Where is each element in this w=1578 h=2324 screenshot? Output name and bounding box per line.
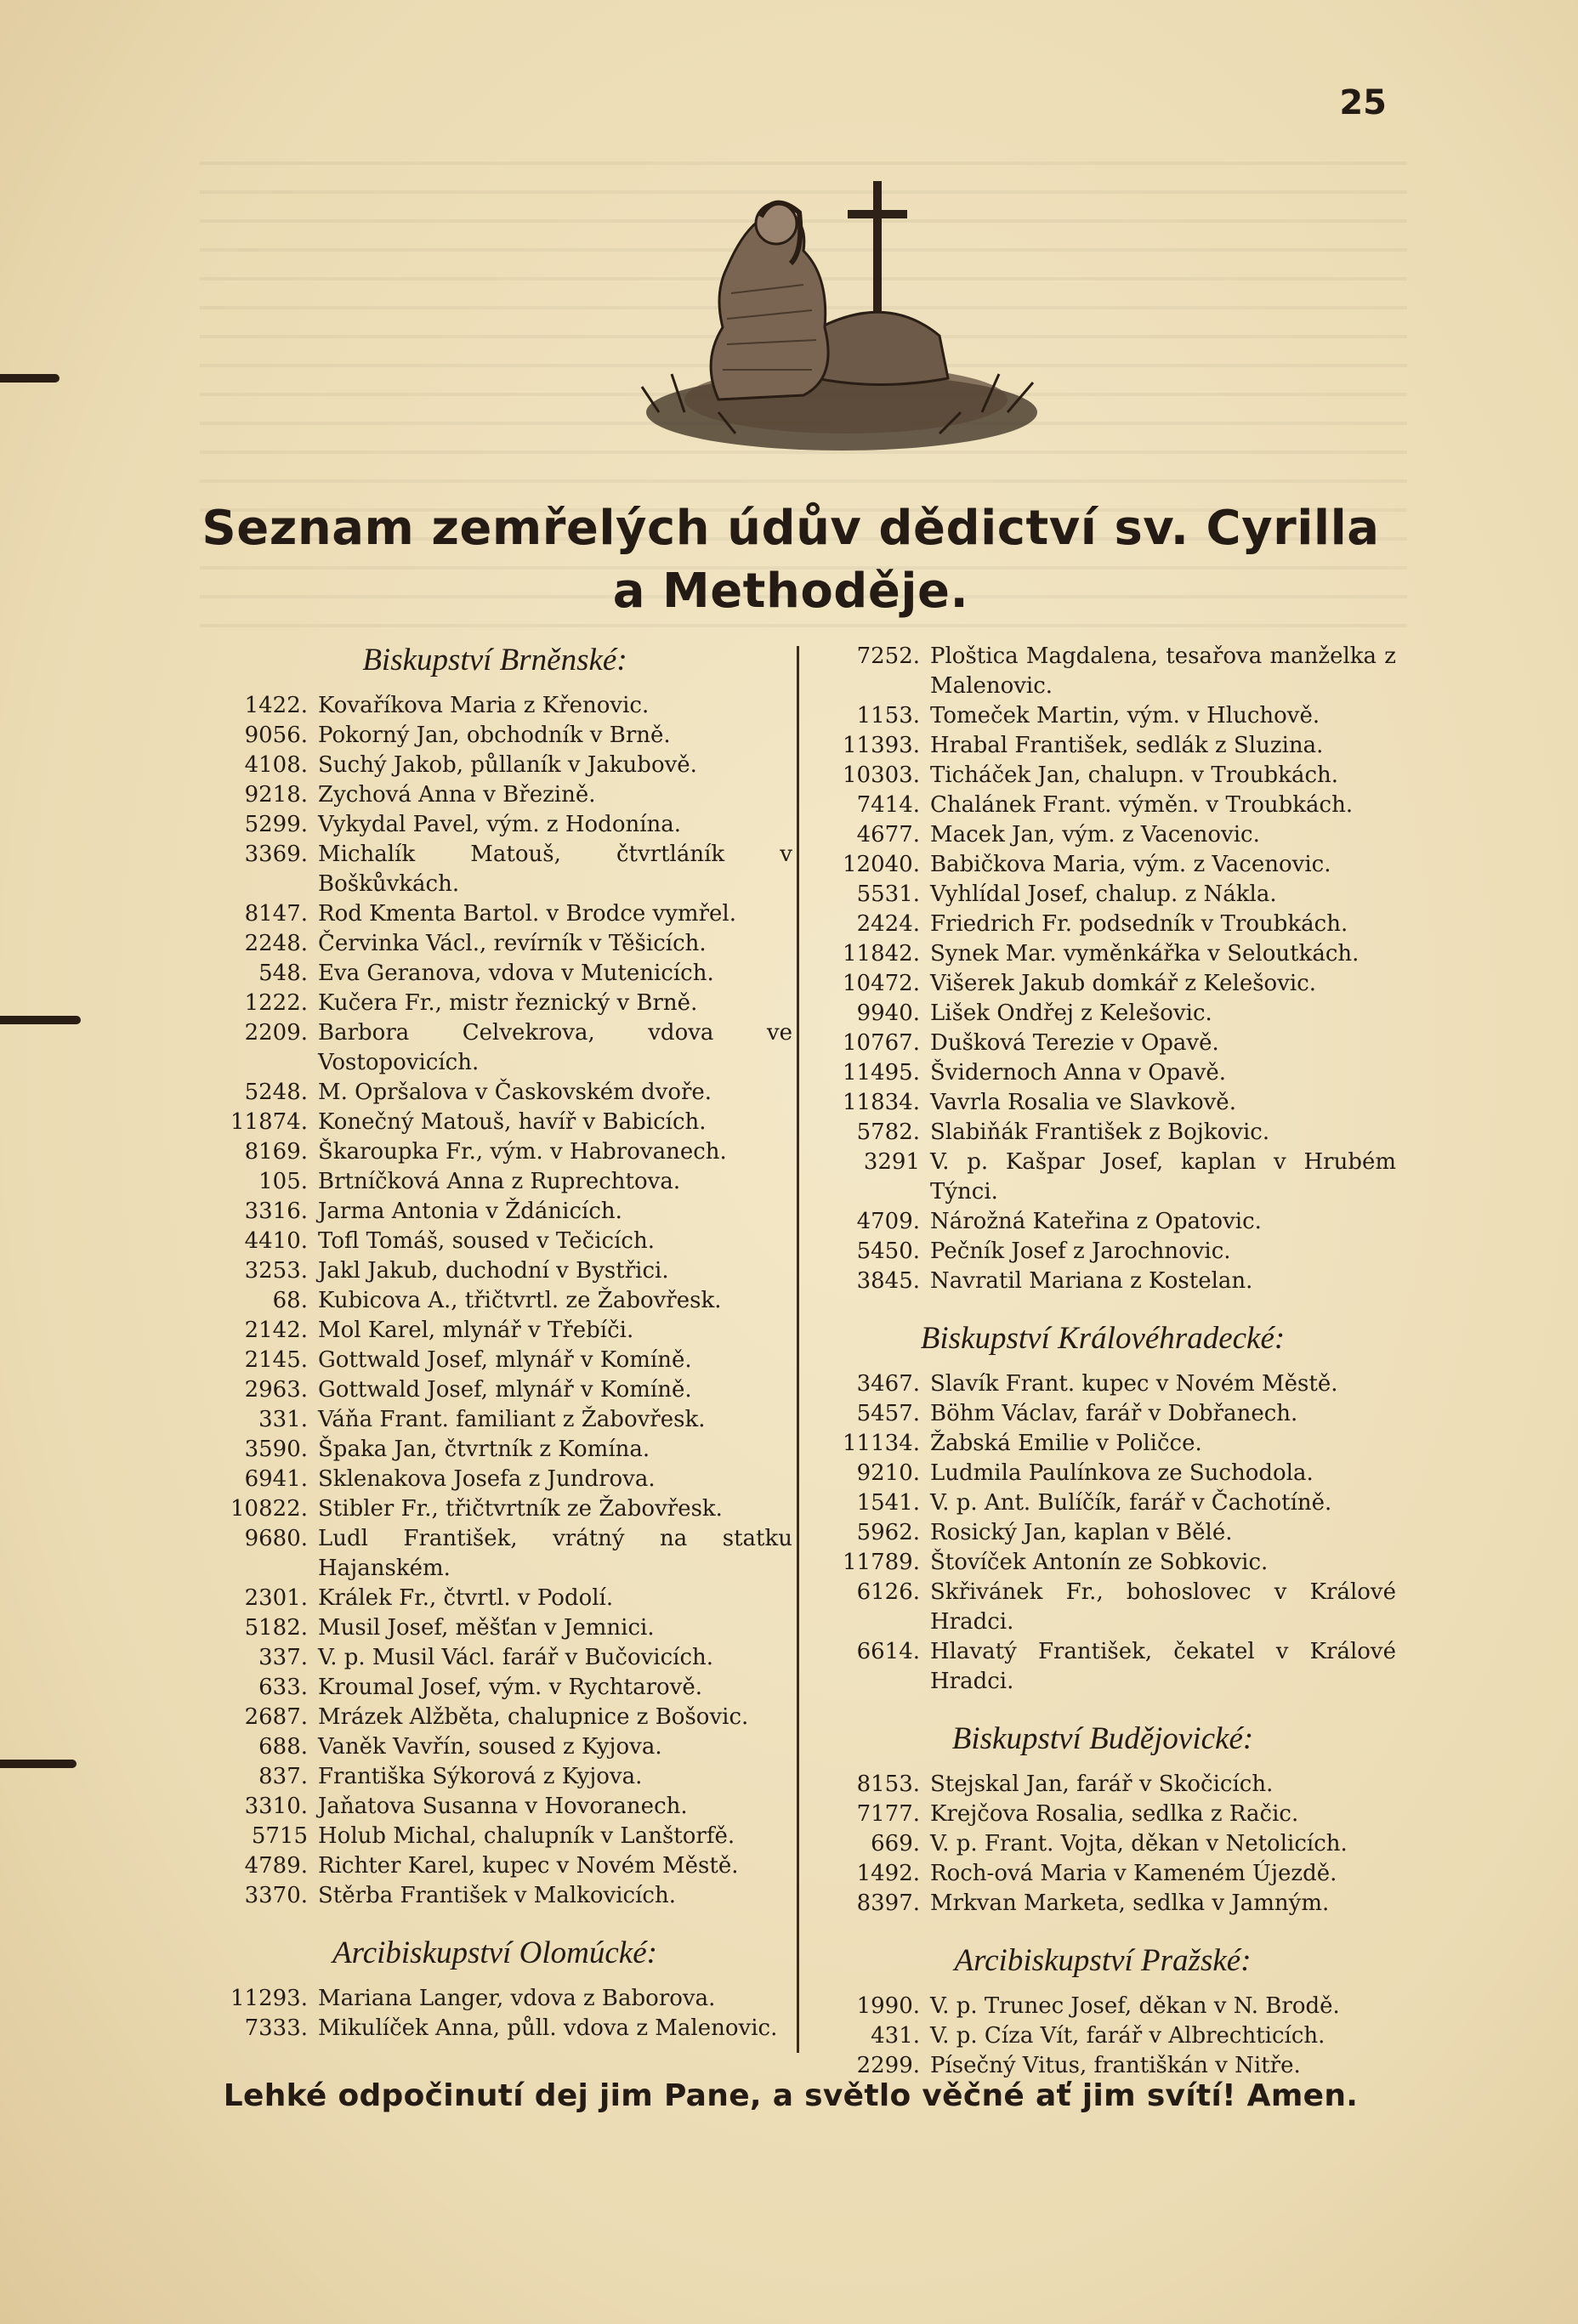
member-entry — [809, 1548, 1396, 1578]
member-entry — [197, 1494, 792, 1524]
member-number: 11834. — [843, 1090, 920, 1115]
member-name: Hrabal František, sedlák z Sluzina. — [930, 733, 1324, 758]
member-entry — [809, 642, 1396, 701]
member-entry — [197, 1227, 792, 1256]
member-entry — [809, 1992, 1396, 2021]
member-number: 8397. — [856, 1890, 920, 1916]
member-name: Nárožná Kateřina z Opatovic. — [930, 1209, 1262, 1234]
member-entry — [197, 1984, 792, 2014]
member-entry — [197, 899, 792, 929]
member-name: Dušková Terezie v Opavě. — [930, 1030, 1219, 1056]
member-entry — [809, 1237, 1396, 1267]
member-name: Holub Michal, chalupník v Lanštorfě. — [318, 1823, 735, 1849]
member-entry — [197, 721, 792, 751]
member-number: 4677. — [856, 822, 920, 847]
member-name: Vykydal Pavel, vým. z Hodonína. — [318, 812, 682, 837]
member-name: V. p. Kašpar Josef, kaplan v Hrubém Týnci. — [930, 1149, 1396, 1205]
member-name: Tomeček Martin, vým. v Hluchově. — [930, 703, 1320, 728]
member-number: 5299. — [244, 812, 308, 837]
member-entry — [809, 761, 1396, 791]
member-number: 11789. — [843, 1550, 920, 1575]
member-entry — [197, 1316, 792, 1346]
member-name: Kroumal Josef, vým. v Rychtarově. — [318, 1675, 703, 1700]
member-number: 7333. — [244, 2015, 308, 2041]
member-name: Roch-ová Maria v Kameném Újezdě. — [930, 1861, 1337, 1886]
member-entry — [197, 929, 792, 959]
member-name: Brtníčková Anna z Ruprechtova. — [318, 1169, 681, 1194]
diocese-heading: Arcibiskupství Pražské: — [954, 1943, 1252, 1978]
member-name: Mariana Langer, vdova z Baborova. — [318, 1986, 716, 2011]
member-number: 7252. — [856, 643, 920, 669]
member-name: Suchý Jakob, půllaník v Jakubově. — [318, 752, 697, 778]
page-title — [170, 497, 1411, 623]
member-entry — [197, 1524, 792, 1584]
member-number: 837. — [258, 1764, 308, 1789]
member-number: 12040. — [843, 852, 920, 877]
member-entry — [197, 1762, 792, 1792]
member-number: 11495. — [843, 1060, 920, 1085]
member-entry — [197, 1613, 792, 1643]
member-name: Váňa Frant. familiant z Žabovřesk. — [318, 1407, 706, 1432]
member-number: 11842. — [843, 941, 920, 966]
member-number: 11874. — [230, 1109, 308, 1135]
member-number: 3291 — [863, 1149, 920, 1175]
member-number: 5457. — [856, 1401, 920, 1426]
member-entry — [809, 731, 1396, 761]
member-entry — [197, 1643, 792, 1673]
member-name: Vyhlídal Josef, chalup. z Nákla. — [930, 881, 1277, 907]
member-name: Slavík Frant. kupec v Novém Městě. — [930, 1371, 1338, 1397]
member-name: Králek Fr., čtvrtl. v Podolí. — [318, 1585, 614, 1611]
member-entry — [809, 1429, 1396, 1459]
member-name: Štovíček Antonín ze Sobkovic. — [930, 1550, 1269, 1575]
member-name: Barbora Celvekrova, vdova ve Vostopovicích. — [318, 1020, 792, 1075]
member-name: Jaňatova Susanna v Hovoranech. — [318, 1794, 688, 1819]
member-entry — [809, 1399, 1396, 1429]
member-entry — [809, 2051, 1396, 2081]
member-name: Ludl František, vrátný na statku Hajanském. — [318, 1526, 792, 1581]
member-number: 3253. — [244, 1258, 308, 1284]
member-name: Vavrla Rosalia ve Slavkově. — [930, 1090, 1236, 1115]
member-name: Žabská Emilie v Poličce. — [930, 1431, 1202, 1456]
member-name: Pečník Josef z Jarochnovic. — [930, 1239, 1231, 1264]
member-entry — [197, 1137, 792, 1167]
member-number: 10472. — [843, 971, 920, 996]
member-number: 7414. — [856, 792, 920, 818]
section-gap — [809, 1296, 1396, 1320]
member-entry — [197, 1673, 792, 1703]
member-entry — [197, 1256, 792, 1286]
member-entry — [197, 1197, 792, 1227]
member-number: 2963. — [244, 1377, 308, 1403]
member-entry — [197, 1078, 792, 1108]
member-entry — [809, 820, 1396, 850]
member-name: Švidernoch Anna v Opavě. — [930, 1060, 1227, 1085]
member-name: Macek Jan, vým. z Vacenovic. — [930, 822, 1260, 847]
member-entry — [809, 939, 1396, 969]
member-name: Červinka Václ., revírník v Těšicích. — [318, 931, 707, 956]
member-entry — [809, 1118, 1396, 1148]
member-name: Jakl Jakub, duchodní v Bystřici. — [318, 1258, 669, 1284]
member-entry — [809, 1637, 1396, 1697]
member-name: V. p. Trunec Josef, děkan v N. Brodě. — [930, 1993, 1340, 2019]
page-number: 25 — [1339, 83, 1387, 122]
member-name: Hlavatý František, čekatel v Králové Hradci. — [930, 1639, 1396, 1694]
binding-mark — [0, 1760, 77, 1768]
member-name: Richter Karel, kupec v Novém Městě. — [318, 1853, 739, 1879]
member-name: Chalánek Frant. výměn. v Troubkách. — [930, 792, 1354, 818]
member-number: 6941. — [244, 1466, 308, 1492]
member-name: Písečný Vitus, františkán v Nitře. — [930, 2053, 1301, 2078]
member-name: Jarma Antonia v Ždánicích. — [318, 1199, 622, 1224]
member-number: 10767. — [843, 1030, 920, 1056]
member-name: Mrázek Alžběta, chalupnice z Bošovic. — [318, 1704, 749, 1730]
member-name: Musil Josef, měšťan v Jemnici. — [318, 1615, 655, 1641]
member-entry — [809, 1148, 1396, 1207]
member-name: Ticháček Jan, chalupn. v Troubkách. — [930, 762, 1339, 788]
member-entry — [197, 959, 792, 989]
member-number: 6126. — [856, 1579, 920, 1605]
member-number: 2687. — [244, 1704, 308, 1730]
member-entry — [197, 840, 792, 899]
member-entry — [809, 1889, 1396, 1919]
member-number: 2424. — [856, 911, 920, 937]
member-name: Zychová Anna v Březině. — [318, 782, 596, 808]
member-entry — [809, 701, 1396, 731]
member-name: Babičkova Maria, vým. z Vacenovic. — [930, 852, 1331, 877]
member-entry — [809, 969, 1396, 999]
member-name: Rosický Jan, kaplan v Bělé. — [930, 1520, 1233, 1545]
member-number: 7177. — [856, 1801, 920, 1827]
member-name: Lišek Ondřej z Kelešovic. — [930, 1000, 1212, 1026]
member-entry — [197, 1465, 792, 1494]
member-number: 548. — [258, 961, 308, 986]
member-number: 5182. — [244, 1615, 308, 1641]
member-entry — [197, 1435, 792, 1465]
member-entry — [197, 1108, 792, 1137]
member-number: 2301. — [244, 1585, 308, 1611]
member-name: Krejčova Rosalia, sedlka z Račic. — [930, 1801, 1299, 1827]
member-name: Gottwald Josef, mlynář v Komíně. — [318, 1347, 692, 1373]
binding-mark — [0, 374, 60, 383]
mourning-woman-at-cross-illustration — [633, 157, 1050, 463]
member-entry — [809, 1207, 1396, 1237]
member-name: Kubicova A., třičtvrtl. ze Žabovřesk. — [318, 1288, 722, 1313]
member-name: Sklenakova Josefa z Jundrova. — [318, 1466, 656, 1492]
member-number: 669. — [871, 1831, 920, 1856]
diocese-heading: Biskupství Budějovické: — [951, 1721, 1254, 1756]
member-entry — [197, 2014, 792, 2043]
member-entry — [197, 1018, 792, 1078]
member-entry — [197, 1346, 792, 1375]
member-name: Böhm Václav, farář v Dobřanech. — [930, 1401, 1298, 1426]
member-entry — [197, 1851, 792, 1881]
member-name: Ludmila Paulínkova ze Suchodola. — [930, 1460, 1314, 1486]
member-name: Stěrba František v Malkovicích. — [318, 1883, 676, 1908]
member-entry — [197, 691, 792, 721]
member-name: Tofl Tomáš, soused v Tečicích. — [318, 1228, 655, 1254]
member-number: 11134. — [843, 1431, 920, 1456]
member-number: 9210. — [856, 1460, 920, 1486]
member-entry — [197, 1375, 792, 1405]
member-entry — [809, 850, 1396, 880]
member-number: 2299. — [856, 2053, 920, 2078]
member-entry — [809, 910, 1396, 939]
member-name: Michalík Matouš, čtvrtláník v Boškůvkách. — [318, 842, 792, 897]
member-number: 5715 — [251, 1823, 308, 1849]
member-name: Mikulíček Anna, půll. vdova z Malenovic. — [318, 2015, 778, 2041]
member-number: 9218. — [244, 782, 308, 808]
member-name: V. p. Musil Václ. farář v Bučovicích. — [318, 1645, 714, 1670]
member-number: 633. — [258, 1675, 308, 1700]
member-name: Slabiňák František z Bojkovic. — [930, 1119, 1270, 1145]
diocese-heading: Biskupství Královéhradecké: — [920, 1321, 1286, 1356]
member-number: 2248. — [244, 931, 308, 956]
member-entry — [809, 1058, 1396, 1088]
member-name: V. p. Cíza Vít, farář v Albrechticích. — [930, 2023, 1325, 2049]
member-entry — [809, 1829, 1396, 1859]
binding-mark — [0, 1016, 81, 1024]
member-number: 1492. — [856, 1861, 920, 1886]
member-entry — [197, 1792, 792, 1822]
member-entry — [809, 1369, 1396, 1399]
member-name: Kovaříkova Maria z Křenovic. — [318, 693, 650, 718]
member-entry — [809, 791, 1396, 820]
member-entry — [809, 1770, 1396, 1800]
member-number: 11393. — [843, 733, 920, 758]
member-entry — [809, 1859, 1396, 1889]
member-name: Stibler Fr., třičtvrtník ze Žabovřesk. — [318, 1496, 723, 1522]
section-gap — [809, 1919, 1396, 1942]
member-name: Špaka Jan, čtvrtník z Komína. — [318, 1437, 650, 1462]
member-name: Navratil Mariana z Kostelan. — [930, 1268, 1253, 1294]
diocese-heading: Biskupství Brněnské: — [362, 643, 627, 677]
member-name: Ploštica Magdalena, tesařova manželka z Malenovic. — [930, 643, 1396, 699]
member-number: 5450. — [856, 1239, 920, 1264]
member-name: V. p. Ant. Bulíčík, farář v Čachotíně. — [930, 1490, 1332, 1516]
member-number: 1222. — [244, 990, 308, 1016]
member-entry — [809, 880, 1396, 910]
member-number: 10822. — [230, 1496, 308, 1522]
member-number: 68. — [272, 1288, 308, 1313]
member-name: Mrkvan Marketa, sedlka v Jamným. — [930, 1890, 1330, 1916]
member-entry — [809, 1029, 1396, 1058]
member-name: Stejskal Jan, farář v Skočicích. — [930, 1771, 1274, 1797]
title-line-2: a Methoděje. — [612, 564, 969, 619]
member-name: Škaroupka Fr., vým. v Habrovanech. — [318, 1139, 727, 1165]
member-number: 5531. — [856, 881, 920, 907]
member-entry — [809, 1267, 1396, 1296]
member-entry — [197, 1732, 792, 1762]
member-name: V. p. Frant. Vojta, děkan v Netolicích. — [930, 1831, 1348, 1856]
member-number: 5962. — [856, 1520, 920, 1545]
member-number: 2145. — [244, 1347, 308, 1373]
member-number: 4789. — [244, 1853, 308, 1879]
member-number: 3370. — [244, 1883, 308, 1908]
member-number: 3316. — [244, 1199, 308, 1224]
member-name: Friedrich Fr. podsedník v Troubkách. — [930, 911, 1348, 937]
member-name: Vaněk Vavřín, soused z Kyjova. — [318, 1734, 662, 1760]
member-number: 337. — [258, 1645, 308, 1670]
member-name: Synek Mar. vyměnkářka v Seloutkách. — [930, 941, 1359, 966]
member-number: 2209. — [244, 1020, 308, 1046]
member-number: 9940. — [856, 1000, 920, 1026]
section-gap — [809, 1697, 1396, 1720]
member-entry — [197, 1881, 792, 1911]
member-entry — [809, 1488, 1396, 1518]
member-number: 8169. — [244, 1139, 308, 1165]
closing-prayer: Lehké odpočinutí dej jim Pane, a světlo věčné ať jim svítí! Amen. — [223, 2078, 1359, 2113]
right-column — [809, 642, 1396, 2081]
member-entry — [197, 1405, 792, 1435]
member-number: 8153. — [856, 1771, 920, 1797]
member-name: Rod Kmenta Bartol. v Brodce vymřel. — [318, 901, 736, 927]
member-number: 2142. — [244, 1318, 308, 1343]
column-divider — [797, 646, 799, 2053]
member-number: 9680. — [244, 1526, 308, 1551]
member-number: 4410. — [244, 1228, 308, 1254]
title-line-1: Seznam zemřelých údův dědictví sv. Cyrilla — [202, 501, 1380, 556]
member-name: Mol Karel, mlynář v Třebíči. — [318, 1318, 634, 1343]
member-entry — [809, 1088, 1396, 1118]
member-number: 9056. — [244, 723, 308, 748]
diocese-heading: Arcibiskupství Olomúcké: — [332, 1936, 657, 1970]
member-number: 5782. — [856, 1119, 920, 1145]
member-number: 11293. — [230, 1986, 308, 2011]
member-entry — [197, 810, 792, 840]
member-name: Skřivánek Fr., bohoslovec v Králové Hradci. — [930, 1579, 1396, 1635]
member-entry — [197, 989, 792, 1018]
member-entry — [809, 999, 1396, 1029]
member-name: Konečný Matouš, havíř v Babicích. — [318, 1109, 707, 1135]
member-entry — [197, 1822, 792, 1851]
left-column — [197, 642, 792, 2043]
member-number: 331. — [258, 1407, 308, 1432]
member-entry — [809, 1800, 1396, 1829]
member-number: 10303. — [843, 762, 920, 788]
member-number: 6614. — [856, 1639, 920, 1664]
member-number: 3590. — [244, 1437, 308, 1462]
member-number: 1541. — [856, 1490, 920, 1516]
section-gap — [197, 1911, 792, 1935]
member-name: Gottwald Josef, mlynář v Komíně. — [318, 1377, 692, 1403]
member-number: 4709. — [856, 1209, 920, 1234]
member-number: 1990. — [856, 1993, 920, 2019]
member-name: Eva Geranova, vdova v Mutenicích. — [318, 961, 714, 986]
member-entry — [809, 1578, 1396, 1637]
member-entry — [197, 751, 792, 780]
member-name: Kučera Fr., mistr řeznický v Brně. — [318, 990, 698, 1016]
member-name: Františka Sýkorová z Kyjova. — [318, 1764, 643, 1789]
member-entry — [197, 780, 792, 810]
member-number: 105. — [258, 1169, 308, 1194]
member-number: 5248. — [244, 1080, 308, 1105]
member-entry — [809, 1518, 1396, 1548]
member-number: 1153. — [856, 703, 920, 728]
member-number: 3369. — [244, 842, 308, 867]
member-number: 8147. — [244, 901, 308, 927]
member-number: 4108. — [244, 752, 308, 778]
member-name: Pokorný Jan, obchodník v Brně. — [318, 723, 671, 748]
member-entry — [197, 1703, 792, 1732]
member-entry — [197, 1167, 792, 1197]
member-entry — [809, 1459, 1396, 1488]
member-name: M. Opršalova v Časkovském dvoře. — [318, 1080, 712, 1105]
member-number: 3467. — [856, 1371, 920, 1397]
member-entry — [197, 1286, 792, 1316]
member-name: Višerek Jakub domkář z Kelešovic. — [930, 971, 1317, 996]
member-number: 3845. — [856, 1268, 920, 1294]
member-entry — [809, 2021, 1396, 2051]
member-number: 1422. — [244, 693, 308, 718]
member-entry — [197, 1584, 792, 1613]
member-number: 431. — [871, 2023, 920, 2049]
member-number: 688. — [258, 1734, 308, 1760]
member-number: 3310. — [244, 1794, 308, 1819]
